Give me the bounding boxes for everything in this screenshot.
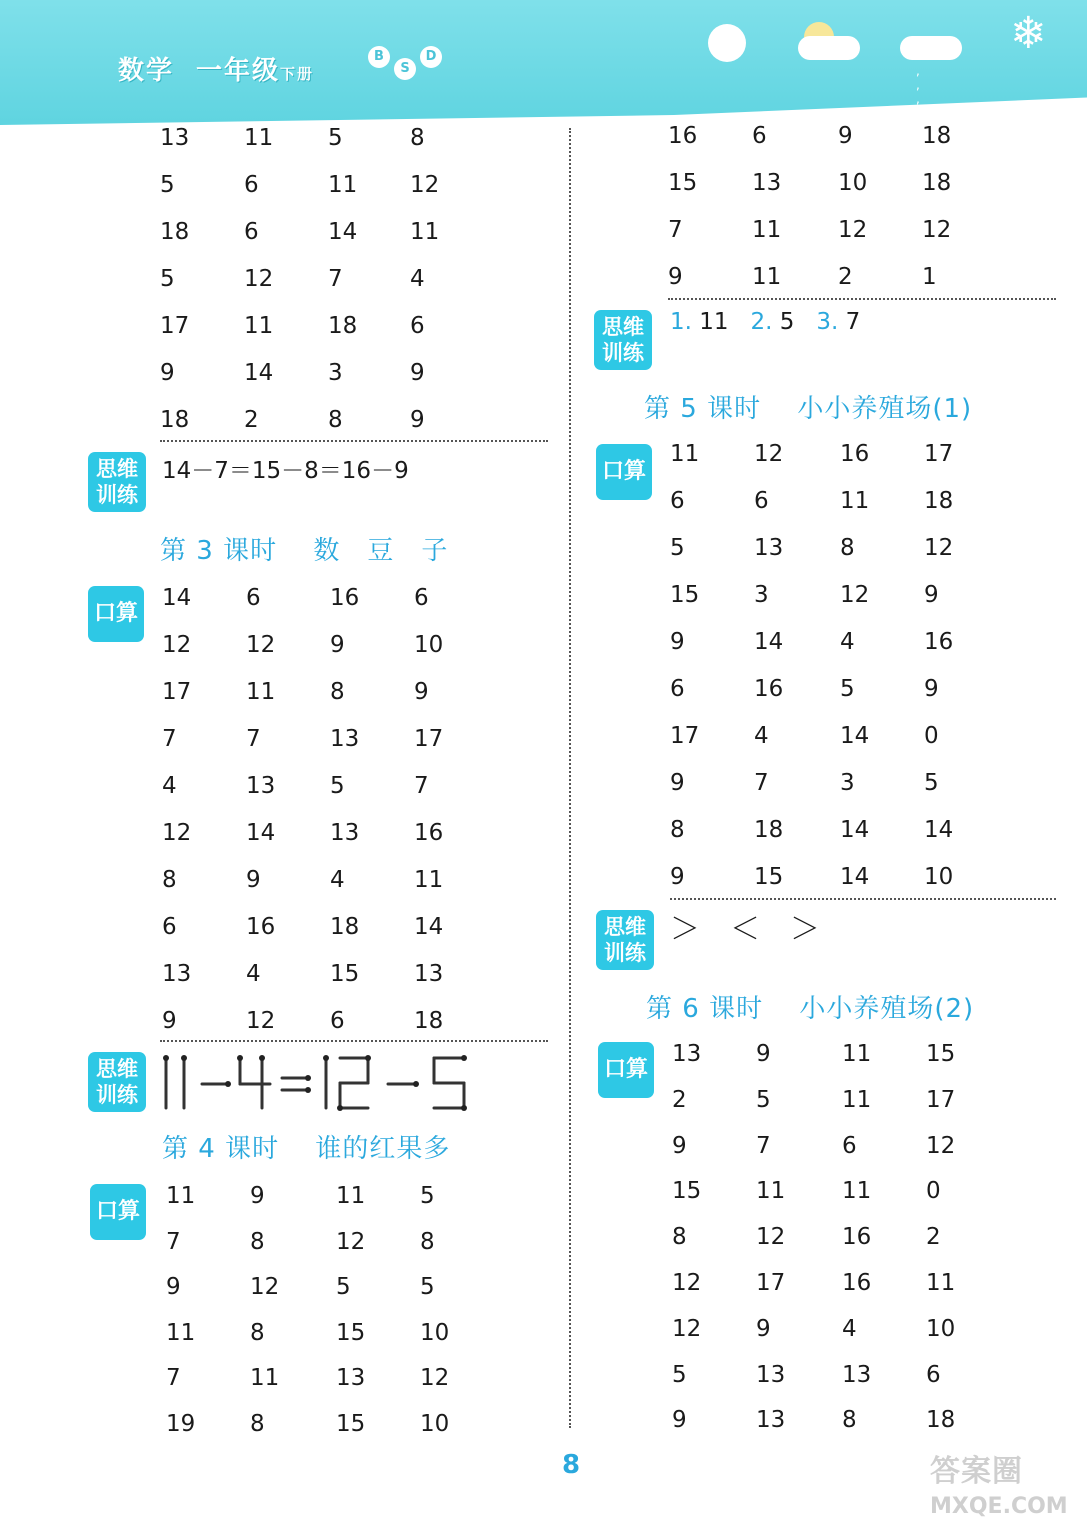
answer-cell: 4: [840, 629, 855, 655]
answer-cell: 9: [756, 1316, 771, 1342]
thinking-answer-equation: 14－7＝15－8＝16－9: [162, 458, 409, 484]
watermark-logo: 答案圈: [930, 1454, 1023, 1489]
snowflake-icon: ❄: [1010, 8, 1047, 59]
answer-cell: 7: [166, 1229, 181, 1255]
answer-cell: 13: [246, 773, 276, 799]
answer-cell: 9: [670, 864, 685, 890]
answer-cell: 16: [414, 820, 444, 846]
lesson-4-title: 第 4 课时 谁的红果多: [162, 1134, 451, 1164]
answer-cell: 11: [752, 217, 782, 243]
answer-cell: 2: [244, 407, 259, 433]
comparison-answers: ＞ ＜ ＞: [670, 912, 820, 947]
answer-cell: 10: [420, 1411, 450, 1437]
answer-cell: 10: [420, 1320, 450, 1346]
answer-cell: 13: [756, 1407, 786, 1433]
answer-cell: 10: [414, 632, 444, 658]
answer-cell: 8: [162, 867, 177, 893]
answer-cell: 5: [160, 266, 175, 292]
answer-cell: 12: [246, 632, 276, 658]
grade-label: 一年级: [196, 56, 281, 86]
answer-cell: 9: [838, 123, 853, 149]
answer-cell: 12: [756, 1224, 786, 1250]
answer-cell: 6: [410, 313, 425, 339]
answer-cell: 4: [162, 773, 177, 799]
answer-cell: 9: [414, 679, 429, 705]
answer-cell: 13: [160, 125, 190, 151]
question-number: 3.: [816, 309, 839, 335]
answer-cell: 11: [166, 1320, 196, 1346]
answer-cell: 8: [250, 1320, 265, 1346]
matchstick-equation-text: [158, 1052, 163, 1053]
answer-cell: 4: [246, 961, 261, 987]
answer-cell: 4: [410, 266, 425, 292]
thinking-badge: [596, 910, 654, 970]
answer-cell: 8: [328, 407, 343, 433]
answer-cell: 18: [328, 313, 358, 339]
answer-cell: 12: [162, 632, 192, 658]
answer-cell: 11: [670, 441, 700, 467]
answer-cell: 15: [670, 582, 700, 608]
answer-cell: 8: [250, 1229, 265, 1255]
answer-cell: 16: [840, 441, 870, 467]
answer-cell: 14: [840, 817, 870, 843]
answer-cell: 12: [246, 1008, 276, 1034]
answer-cell: 7: [162, 726, 177, 752]
answer-cell: 7: [166, 1365, 181, 1391]
answer-cell: 4: [330, 867, 345, 893]
answer-cell: 17: [924, 441, 954, 467]
answer-cell: 5: [328, 125, 343, 151]
answer-cell: 14: [840, 723, 870, 749]
answer-cell: 9: [330, 632, 345, 658]
answer-cell: 12: [924, 535, 954, 561]
question-number: 2.: [750, 309, 773, 335]
answer-cell: 15: [672, 1178, 702, 1204]
answer-cell: 13: [330, 820, 360, 846]
answer-cell: 12: [420, 1365, 450, 1391]
answer-cell: 5: [670, 535, 685, 561]
answer-cell: 7: [414, 773, 429, 799]
answer-cell: 8: [330, 679, 345, 705]
answer-value: 7: [845, 309, 861, 335]
answer-cell: 5: [840, 676, 855, 702]
answer-cell: 17: [670, 723, 700, 749]
matchstick-equation-drawing: [158, 1052, 478, 1114]
answer-cell: 9: [246, 867, 261, 893]
answer-cell: 12: [410, 172, 440, 198]
answer-cell: 18: [414, 1008, 444, 1034]
answer-cell: 7: [756, 1133, 771, 1159]
answer-cell: 12: [922, 217, 952, 243]
answer-cell: 8: [410, 125, 425, 151]
answer-cell: 8: [250, 1411, 265, 1437]
lesson-6-title: 第 6 课时 小小养殖场(2): [646, 994, 975, 1024]
answer-cell: 6: [244, 219, 259, 245]
oral-calc-badge: 口算: [598, 1042, 654, 1098]
answer-cell: 9: [166, 1274, 181, 1300]
answer-cell: 4: [842, 1316, 857, 1342]
answer-cell: 11: [842, 1087, 872, 1113]
answer-cell: 18: [160, 407, 190, 433]
oral-calc-badge: 口算: [88, 586, 144, 642]
answer-cell: 19: [166, 1411, 196, 1437]
answer-cell: 6: [670, 676, 685, 702]
answer-cell: 0: [924, 723, 939, 749]
answer-cell: 11: [328, 172, 358, 198]
answer-cell: 13: [414, 961, 444, 987]
answer-cell: 12: [672, 1316, 702, 1342]
header-title: [118, 50, 314, 87]
answer-cell: 6: [754, 488, 769, 514]
answer-cell: 7: [668, 217, 683, 243]
oral-calc-badge: 口算: [596, 444, 652, 500]
answer-cell: 2: [672, 1087, 687, 1113]
answer-value: 5: [779, 309, 795, 335]
matchstick-equation: [158, 1052, 478, 1118]
answer-cell: 11: [842, 1178, 872, 1204]
answer-cell: 14: [244, 360, 274, 386]
answer-cell: 9: [924, 582, 939, 608]
dotted-separator: [160, 1040, 548, 1042]
answer-cell: 11: [926, 1270, 956, 1296]
answer-cell: 17: [414, 726, 444, 752]
answer-cell: 9: [672, 1133, 687, 1159]
answer-cell: 8: [670, 817, 685, 843]
badge-line: 训练: [96, 1083, 138, 1107]
answer-cell: 9: [162, 1008, 177, 1034]
answer-cell: 11: [246, 679, 276, 705]
answer-cell: 17: [756, 1270, 786, 1296]
answer-cell: 11: [752, 264, 782, 290]
edition-letter-d: D: [420, 46, 442, 68]
answer-cell: 8: [420, 1229, 435, 1255]
answer-cell: 15: [330, 961, 360, 987]
answer-cell: 15: [336, 1411, 366, 1437]
answer-cell: 16: [246, 914, 276, 940]
answer-cell: 14: [246, 820, 276, 846]
badge-line: 训练: [604, 941, 646, 965]
answer-cell: 14: [924, 817, 954, 843]
page-number: 8: [562, 1450, 581, 1480]
answer-cell: 5: [420, 1274, 435, 1300]
answer-cell: 18: [754, 817, 784, 843]
answer-cell: 13: [672, 1041, 702, 1067]
answer-cell: 6: [926, 1362, 941, 1388]
answer-cell: 9: [410, 360, 425, 386]
thinking-badge: [594, 310, 652, 370]
answer-cell: 3: [840, 770, 855, 796]
answer-cell: 13: [756, 1362, 786, 1388]
badge-line: 思维: [96, 1057, 138, 1081]
lesson-3-title: 第 3 课时 数 豆 子: [160, 536, 449, 566]
answer-cell: 10: [838, 170, 868, 196]
answer-cell: 11: [414, 867, 444, 893]
answer-cell: 14: [840, 864, 870, 890]
answer-cell: 12: [244, 266, 274, 292]
answer-cell: 5: [756, 1087, 771, 1113]
answer-cell: 14: [328, 219, 358, 245]
answer-cell: 13: [754, 535, 784, 561]
answer-cell: 8: [842, 1407, 857, 1433]
answer-cell: 9: [250, 1183, 265, 1209]
answer-cell: 12: [162, 820, 192, 846]
dotted-separator: [160, 440, 548, 442]
answer-cell: 7: [754, 770, 769, 796]
answer-cell: 18: [922, 123, 952, 149]
answer-cell: 17: [160, 313, 190, 339]
answer-cell: 11: [842, 1041, 872, 1067]
answer-cell: 12: [840, 582, 870, 608]
answer-cell: 9: [410, 407, 425, 433]
answer-cell: 1: [922, 264, 937, 290]
answer-cell: 6: [244, 172, 259, 198]
sun-icon: [708, 24, 746, 62]
answer-cell: 13: [842, 1362, 872, 1388]
answer-cell: 9: [924, 676, 939, 702]
answer-cell: 16: [754, 676, 784, 702]
term-label: 下册: [280, 65, 315, 83]
badge-line: 思维: [602, 315, 644, 339]
answer-cell: 11: [410, 219, 440, 245]
answer-cell: 16: [330, 585, 360, 611]
answer-cell: 7: [246, 726, 261, 752]
answer-cell: 15: [668, 170, 698, 196]
answer-cell: 2: [838, 264, 853, 290]
answer-cell: 15: [336, 1320, 366, 1346]
answer-cell: 12: [336, 1229, 366, 1255]
answer-cell: 14: [414, 914, 444, 940]
answer-cell: 5: [160, 172, 175, 198]
answer-cell: 13: [336, 1365, 366, 1391]
answer-cell: 11: [166, 1183, 196, 1209]
answer-cell: 11: [244, 313, 274, 339]
answer-cell: 9: [670, 770, 685, 796]
answer-cell: 16: [842, 1224, 872, 1250]
answer-cell: 12: [926, 1133, 956, 1159]
answer-cell: 5: [924, 770, 939, 796]
answer-cell: 16: [668, 123, 698, 149]
answer-cell: 9: [670, 629, 685, 655]
answer-cell: 11: [840, 488, 870, 514]
oral-calc-badge: 口算: [90, 1184, 146, 1240]
answer-cell: 6: [162, 914, 177, 940]
lesson-5-title: 第 5 课时 小小养殖场(1): [644, 394, 973, 424]
answer-cell: 17: [162, 679, 192, 705]
badge-line: 训练: [602, 341, 644, 365]
answer-cell: 6: [842, 1133, 857, 1159]
answer-cell: 6: [670, 488, 685, 514]
thinking-badge: [88, 1052, 146, 1112]
answer-cell: 11: [336, 1183, 366, 1209]
answer-cell: 16: [842, 1270, 872, 1296]
answer-cell: 12: [250, 1274, 280, 1300]
answer-cell: 11: [244, 125, 274, 151]
badge-line: 思维: [96, 457, 138, 481]
answer-cell: 6: [330, 1008, 345, 1034]
answer-cell: 4: [754, 723, 769, 749]
answer-cell: 11: [250, 1365, 280, 1391]
answer-cell: 15: [754, 864, 784, 890]
answer-cell: 10: [926, 1316, 956, 1342]
thinking-answers: [670, 309, 860, 335]
answer-cell: 6: [246, 585, 261, 611]
answer-cell: 9: [668, 264, 683, 290]
edition-letter-b: B: [368, 46, 390, 68]
answer-cell: 13: [162, 961, 192, 987]
answer-cell: 6: [752, 123, 767, 149]
answer-value: 11: [699, 309, 729, 335]
question-number: 1.: [670, 309, 692, 335]
answer-cell: 5: [420, 1183, 435, 1209]
answer-cell: 18: [924, 488, 954, 514]
answer-cell: 11: [756, 1178, 786, 1204]
answer-cell: 10: [924, 864, 954, 890]
dotted-separator: [668, 298, 1056, 300]
answer-cell: 13: [752, 170, 782, 196]
column-divider: [569, 128, 571, 1428]
answer-cell: 3: [328, 360, 343, 386]
answer-cell: 14: [162, 585, 192, 611]
answer-cell: 18: [330, 914, 360, 940]
answer-cell: 9: [160, 360, 175, 386]
answer-cell: 5: [330, 773, 345, 799]
answer-cell: 15: [926, 1041, 956, 1067]
answer-cell: 9: [756, 1041, 771, 1067]
answer-cell: 16: [924, 629, 954, 655]
answer-cell: 18: [160, 219, 190, 245]
answer-cell: 13: [330, 726, 360, 752]
watermark-url: MXQE.COM: [930, 1494, 1068, 1519]
answer-cell: 2: [926, 1224, 941, 1250]
answer-cell: 0: [926, 1178, 941, 1204]
edition-letter-s: S: [394, 58, 416, 80]
answer-cell: 18: [922, 170, 952, 196]
badge-line: 训练: [96, 483, 138, 507]
answer-cell: 7: [328, 266, 343, 292]
answer-cell: 12: [754, 441, 784, 467]
badge-line: 思维: [604, 915, 646, 939]
answer-cell: 17: [926, 1087, 956, 1113]
subject-label: 数学: [118, 56, 175, 86]
dotted-separator: [670, 898, 1056, 900]
answer-cell: 5: [336, 1274, 351, 1300]
answer-cell: 3: [754, 582, 769, 608]
answer-cell: 8: [840, 535, 855, 561]
answer-cell: 12: [838, 217, 868, 243]
answer-cell: 8: [672, 1224, 687, 1250]
answer-cell: 5: [672, 1362, 687, 1388]
answer-cell: 9: [672, 1407, 687, 1433]
answer-cell: 14: [754, 629, 784, 655]
thinking-badge: [88, 452, 146, 512]
answer-cell: 18: [926, 1407, 956, 1433]
answer-cell: 6: [414, 585, 429, 611]
answer-cell: 12: [672, 1270, 702, 1296]
